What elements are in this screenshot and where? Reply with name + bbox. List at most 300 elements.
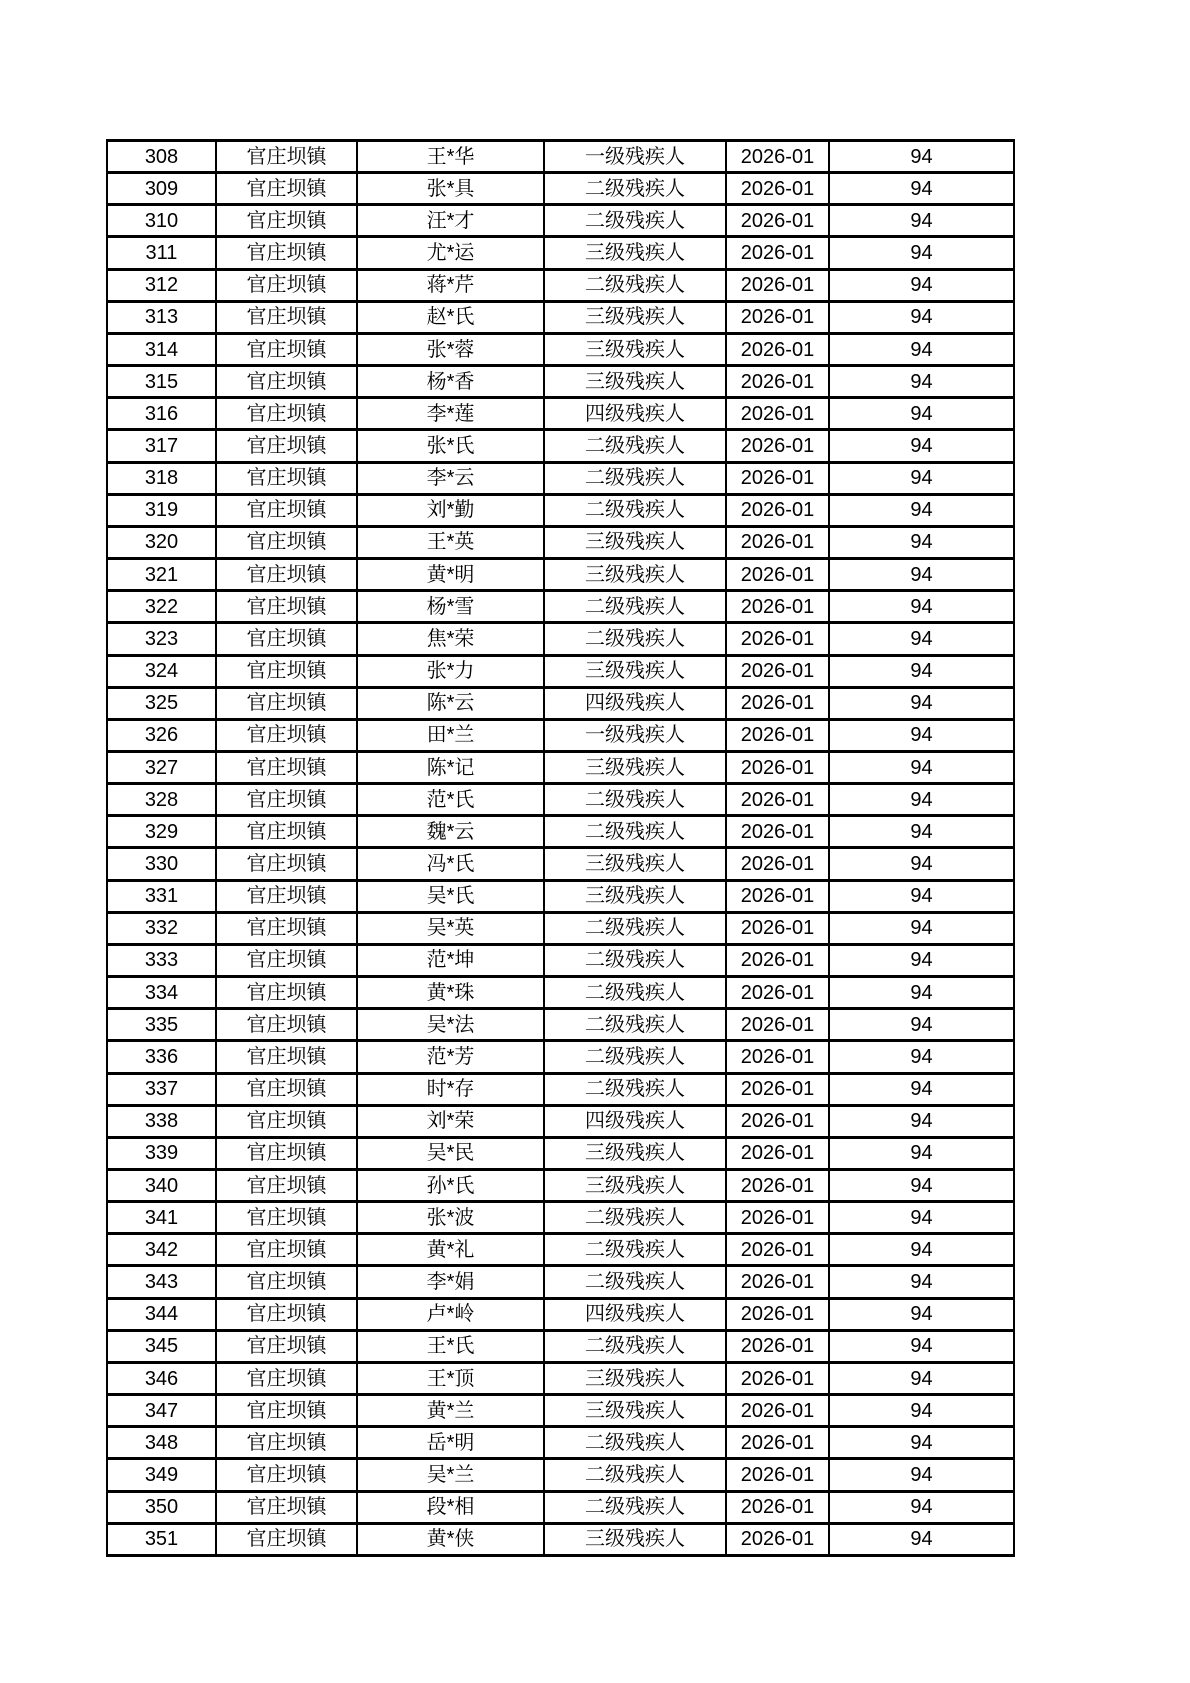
cell-serial-number: 347 <box>107 1395 216 1427</box>
table-row <box>107 141 1014 173</box>
cell-disability-level: 三级残疾人 <box>544 1137 726 1169</box>
cell-disability-level: 三级残疾人 <box>544 1362 726 1394</box>
table-row <box>107 1009 1014 1041</box>
cell-person-name: 张*氏 <box>357 430 544 462</box>
cell-month: 2026-01 <box>726 173 829 205</box>
cell-person-name: 张*波 <box>357 1202 544 1234</box>
cell-serial-number: 338 <box>107 1105 216 1137</box>
cell-serial-number: 327 <box>107 751 216 783</box>
cell-serial-number: 334 <box>107 977 216 1009</box>
cell-serial-number: 333 <box>107 944 216 976</box>
cell-month: 2026-01 <box>726 1170 829 1202</box>
cell-disability-level: 三级残疾人 <box>544 1395 726 1427</box>
cell-disability-level: 三级残疾人 <box>544 237 726 269</box>
cell-amount: 94 <box>829 141 1014 173</box>
cell-town: 官庄坝镇 <box>216 173 357 205</box>
cell-person-name: 杨*雪 <box>357 591 544 623</box>
cell-town: 官庄坝镇 <box>216 398 357 430</box>
cell-disability-level: 一级残疾人 <box>544 141 726 173</box>
table-row <box>107 1137 1014 1169</box>
cell-town: 官庄坝镇 <box>216 1137 357 1169</box>
cell-serial-number: 342 <box>107 1234 216 1266</box>
cell-amount: 94 <box>829 1234 1014 1266</box>
cell-town: 官庄坝镇 <box>216 526 357 558</box>
cell-town: 官庄坝镇 <box>216 559 357 591</box>
cell-month: 2026-01 <box>726 237 829 269</box>
cell-disability-level: 三级残疾人 <box>544 848 726 880</box>
cell-month: 2026-01 <box>726 848 829 880</box>
table-row <box>107 977 1014 1009</box>
cell-amount: 94 <box>829 655 1014 687</box>
cell-amount: 94 <box>829 1073 1014 1105</box>
table-row <box>107 526 1014 558</box>
cell-disability-level: 三级残疾人 <box>544 526 726 558</box>
cell-month: 2026-01 <box>726 1137 829 1169</box>
cell-town: 官庄坝镇 <box>216 1491 357 1523</box>
cell-town: 官庄坝镇 <box>216 655 357 687</box>
table-row <box>107 333 1014 365</box>
cell-disability-level: 三级残疾人 <box>544 366 726 398</box>
cell-person-name: 吴*氏 <box>357 880 544 912</box>
cell-person-name: 赵*氏 <box>357 301 544 333</box>
cell-amount: 94 <box>829 1266 1014 1298</box>
cell-disability-level: 二级残疾人 <box>544 1073 726 1105</box>
table-row <box>107 1491 1014 1523</box>
cell-disability-level: 四级残疾人 <box>544 1298 726 1330</box>
cell-disability-level: 二级残疾人 <box>544 1459 726 1491</box>
cell-town: 官庄坝镇 <box>216 719 357 751</box>
cell-serial-number: 311 <box>107 237 216 269</box>
cell-amount: 94 <box>829 1041 1014 1073</box>
table-row <box>107 655 1014 687</box>
cell-person-name: 刘*荣 <box>357 1105 544 1137</box>
cell-amount: 94 <box>829 719 1014 751</box>
cell-town: 官庄坝镇 <box>216 430 357 462</box>
cell-serial-number: 335 <box>107 1009 216 1041</box>
cell-town: 官庄坝镇 <box>216 1073 357 1105</box>
table-row <box>107 591 1014 623</box>
cell-month: 2026-01 <box>726 977 829 1009</box>
cell-town: 官庄坝镇 <box>216 462 357 494</box>
cell-disability-level: 三级残疾人 <box>544 333 726 365</box>
cell-disability-level: 三级残疾人 <box>544 655 726 687</box>
table-row <box>107 1362 1014 1394</box>
cell-serial-number: 319 <box>107 494 216 526</box>
cell-serial-number: 316 <box>107 398 216 430</box>
cell-amount: 94 <box>829 784 1014 816</box>
cell-town: 官庄坝镇 <box>216 687 357 719</box>
cell-disability-level: 二级残疾人 <box>544 1491 726 1523</box>
cell-person-name: 吴*民 <box>357 1137 544 1169</box>
cell-person-name: 王*华 <box>357 141 544 173</box>
table-row <box>107 494 1014 526</box>
table-row <box>107 687 1014 719</box>
cell-month: 2026-01 <box>726 944 829 976</box>
cell-serial-number: 329 <box>107 816 216 848</box>
cell-person-name: 范*氏 <box>357 784 544 816</box>
table-row <box>107 719 1014 751</box>
cell-month: 2026-01 <box>726 1105 829 1137</box>
cell-month: 2026-01 <box>726 719 829 751</box>
cell-disability-level: 一级残疾人 <box>544 719 726 751</box>
cell-person-name: 吴*兰 <box>357 1459 544 1491</box>
cell-month: 2026-01 <box>726 1362 829 1394</box>
cell-month: 2026-01 <box>726 1266 829 1298</box>
cell-month: 2026-01 <box>726 269 829 301</box>
cell-disability-level: 二级残疾人 <box>544 591 726 623</box>
cell-serial-number: 337 <box>107 1073 216 1105</box>
cell-month: 2026-01 <box>726 398 829 430</box>
cell-town: 官庄坝镇 <box>216 1395 357 1427</box>
table-row <box>107 944 1014 976</box>
cell-town: 官庄坝镇 <box>216 333 357 365</box>
cell-person-name: 黄*珠 <box>357 977 544 1009</box>
cell-serial-number: 349 <box>107 1459 216 1491</box>
cell-serial-number: 340 <box>107 1170 216 1202</box>
table-row <box>107 1041 1014 1073</box>
cell-town: 官庄坝镇 <box>216 623 357 655</box>
table-row <box>107 623 1014 655</box>
table-row <box>107 366 1014 398</box>
cell-month: 2026-01 <box>726 1491 829 1523</box>
cell-amount: 94 <box>829 1330 1014 1362</box>
cell-disability-level: 二级残疾人 <box>544 205 726 237</box>
cell-disability-level: 二级残疾人 <box>544 912 726 944</box>
cell-disability-level: 三级残疾人 <box>544 880 726 912</box>
cell-town: 官庄坝镇 <box>216 1041 357 1073</box>
cell-amount: 94 <box>829 430 1014 462</box>
cell-serial-number: 351 <box>107 1523 216 1555</box>
table-row <box>107 269 1014 301</box>
cell-person-name: 吴*法 <box>357 1009 544 1041</box>
cell-month: 2026-01 <box>726 880 829 912</box>
cell-amount: 94 <box>829 1395 1014 1427</box>
cell-amount: 94 <box>829 1491 1014 1523</box>
cell-serial-number: 312 <box>107 269 216 301</box>
cell-month: 2026-01 <box>726 462 829 494</box>
cell-amount: 94 <box>829 1427 1014 1459</box>
cell-person-name: 蒋*芹 <box>357 269 544 301</box>
cell-person-name: 范*芳 <box>357 1041 544 1073</box>
cell-month: 2026-01 <box>726 591 829 623</box>
cell-person-name: 王*英 <box>357 526 544 558</box>
table-row <box>107 398 1014 430</box>
cell-month: 2026-01 <box>726 1009 829 1041</box>
cell-town: 官庄坝镇 <box>216 494 357 526</box>
table-row <box>107 559 1014 591</box>
table-row <box>107 848 1014 880</box>
table-row <box>107 880 1014 912</box>
cell-serial-number: 336 <box>107 1041 216 1073</box>
cell-amount: 94 <box>829 816 1014 848</box>
cell-person-name: 陈*云 <box>357 687 544 719</box>
cell-month: 2026-01 <box>726 1459 829 1491</box>
cell-month: 2026-01 <box>726 1330 829 1362</box>
table-row <box>107 751 1014 783</box>
cell-serial-number: 324 <box>107 655 216 687</box>
cell-town: 官庄坝镇 <box>216 1234 357 1266</box>
table-row <box>107 1105 1014 1137</box>
cell-person-name: 范*坤 <box>357 944 544 976</box>
table-row <box>107 1395 1014 1427</box>
cell-person-name: 李*娟 <box>357 1266 544 1298</box>
cell-disability-level: 四级残疾人 <box>544 398 726 430</box>
cell-person-name: 焦*荣 <box>357 623 544 655</box>
cell-amount: 94 <box>829 880 1014 912</box>
cell-month: 2026-01 <box>726 655 829 687</box>
cell-disability-level: 二级残疾人 <box>544 1041 726 1073</box>
table-row <box>107 237 1014 269</box>
table-row <box>107 1234 1014 1266</box>
cell-serial-number: 322 <box>107 591 216 623</box>
cell-person-name: 王*顶 <box>357 1362 544 1394</box>
cell-serial-number: 348 <box>107 1427 216 1459</box>
cell-amount: 94 <box>829 237 1014 269</box>
cell-disability-level: 二级残疾人 <box>544 784 726 816</box>
cell-disability-level: 三级残疾人 <box>544 751 726 783</box>
cell-month: 2026-01 <box>726 301 829 333</box>
cell-serial-number: 308 <box>107 141 216 173</box>
cell-person-name: 黄*明 <box>357 559 544 591</box>
table-row <box>107 173 1014 205</box>
cell-month: 2026-01 <box>726 751 829 783</box>
cell-month: 2026-01 <box>726 1395 829 1427</box>
cell-month: 2026-01 <box>726 1041 829 1073</box>
cell-town: 官庄坝镇 <box>216 1362 357 1394</box>
cell-disability-level: 二级残疾人 <box>544 173 726 205</box>
cell-disability-level: 二级残疾人 <box>544 1202 726 1234</box>
cell-serial-number: 328 <box>107 784 216 816</box>
cell-disability-level: 四级残疾人 <box>544 687 726 719</box>
cell-person-name: 田*兰 <box>357 719 544 751</box>
cell-town: 官庄坝镇 <box>216 1330 357 1362</box>
cell-person-name: 陈*记 <box>357 751 544 783</box>
cell-month: 2026-01 <box>726 623 829 655</box>
cell-amount: 94 <box>829 1523 1014 1555</box>
cell-amount: 94 <box>829 526 1014 558</box>
cell-amount: 94 <box>829 687 1014 719</box>
cell-town: 官庄坝镇 <box>216 912 357 944</box>
cell-month: 2026-01 <box>726 559 829 591</box>
cell-town: 官庄坝镇 <box>216 1298 357 1330</box>
cell-month: 2026-01 <box>726 430 829 462</box>
cell-serial-number: 344 <box>107 1298 216 1330</box>
cell-amount: 94 <box>829 301 1014 333</box>
cell-town: 官庄坝镇 <box>216 1523 357 1555</box>
cell-person-name: 时*存 <box>357 1073 544 1105</box>
cell-disability-level: 二级残疾人 <box>544 1234 726 1266</box>
cell-person-name: 黄*侠 <box>357 1523 544 1555</box>
cell-town: 官庄坝镇 <box>216 848 357 880</box>
cell-amount: 94 <box>829 1170 1014 1202</box>
cell-serial-number: 309 <box>107 173 216 205</box>
cell-person-name: 李*莲 <box>357 398 544 430</box>
cell-person-name: 岳*明 <box>357 1427 544 1459</box>
cell-month: 2026-01 <box>726 526 829 558</box>
table-row <box>107 1170 1014 1202</box>
cell-disability-level: 三级残疾人 <box>544 301 726 333</box>
cell-serial-number: 315 <box>107 366 216 398</box>
cell-amount: 94 <box>829 205 1014 237</box>
cell-month: 2026-01 <box>726 687 829 719</box>
cell-serial-number: 320 <box>107 526 216 558</box>
table-row <box>107 462 1014 494</box>
table-row <box>107 784 1014 816</box>
cell-town: 官庄坝镇 <box>216 1459 357 1491</box>
cell-person-name: 尤*运 <box>357 237 544 269</box>
cell-person-name: 刘*勤 <box>357 494 544 526</box>
cell-person-name: 汪*才 <box>357 205 544 237</box>
cell-town: 官庄坝镇 <box>216 1202 357 1234</box>
cell-month: 2026-01 <box>726 205 829 237</box>
cell-serial-number: 321 <box>107 559 216 591</box>
table-row <box>107 1266 1014 1298</box>
cell-month: 2026-01 <box>726 1073 829 1105</box>
cell-person-name: 黄*礼 <box>357 1234 544 1266</box>
cell-disability-level: 二级残疾人 <box>544 1009 726 1041</box>
cell-serial-number: 314 <box>107 333 216 365</box>
cell-amount: 94 <box>829 462 1014 494</box>
subsidy-roster-table <box>106 139 1015 1557</box>
cell-town: 官庄坝镇 <box>216 301 357 333</box>
table-row <box>107 1298 1014 1330</box>
cell-serial-number: 350 <box>107 1491 216 1523</box>
cell-amount: 94 <box>829 559 1014 591</box>
table-row <box>107 1427 1014 1459</box>
cell-amount: 94 <box>829 1009 1014 1041</box>
cell-serial-number: 323 <box>107 623 216 655</box>
cell-town: 官庄坝镇 <box>216 977 357 1009</box>
cell-month: 2026-01 <box>726 333 829 365</box>
table-row <box>107 1073 1014 1105</box>
cell-person-name: 张*蓉 <box>357 333 544 365</box>
cell-town: 官庄坝镇 <box>216 205 357 237</box>
cell-amount: 94 <box>829 623 1014 655</box>
cell-serial-number: 331 <box>107 880 216 912</box>
cell-amount: 94 <box>829 173 1014 205</box>
cell-amount: 94 <box>829 912 1014 944</box>
cell-serial-number: 318 <box>107 462 216 494</box>
cell-town: 官庄坝镇 <box>216 944 357 976</box>
cell-amount: 94 <box>829 1298 1014 1330</box>
cell-amount: 94 <box>829 333 1014 365</box>
cell-month: 2026-01 <box>726 816 829 848</box>
cell-month: 2026-01 <box>726 1523 829 1555</box>
cell-amount: 94 <box>829 944 1014 976</box>
cell-person-name: 张*力 <box>357 655 544 687</box>
cell-person-name: 魏*云 <box>357 816 544 848</box>
cell-town: 官庄坝镇 <box>216 1105 357 1137</box>
cell-amount: 94 <box>829 269 1014 301</box>
cell-town: 官庄坝镇 <box>216 237 357 269</box>
cell-amount: 94 <box>829 848 1014 880</box>
cell-person-name: 王*氏 <box>357 1330 544 1362</box>
cell-disability-level: 三级残疾人 <box>544 1170 726 1202</box>
cell-month: 2026-01 <box>726 784 829 816</box>
cell-month: 2026-01 <box>726 1298 829 1330</box>
cell-person-name: 孙*氏 <box>357 1170 544 1202</box>
table-row <box>107 1202 1014 1234</box>
cell-amount: 94 <box>829 751 1014 783</box>
cell-serial-number: 330 <box>107 848 216 880</box>
cell-month: 2026-01 <box>726 366 829 398</box>
cell-town: 官庄坝镇 <box>216 1009 357 1041</box>
cell-serial-number: 345 <box>107 1330 216 1362</box>
cell-person-name: 冯*氏 <box>357 848 544 880</box>
cell-serial-number: 332 <box>107 912 216 944</box>
cell-month: 2026-01 <box>726 1234 829 1266</box>
table-row <box>107 205 1014 237</box>
cell-amount: 94 <box>829 494 1014 526</box>
table-row <box>107 430 1014 462</box>
cell-serial-number: 326 <box>107 719 216 751</box>
cell-disability-level: 二级残疾人 <box>544 269 726 301</box>
cell-disability-level: 二级残疾人 <box>544 944 726 976</box>
table-row <box>107 1523 1014 1555</box>
table-row <box>107 301 1014 333</box>
cell-disability-level: 二级残疾人 <box>544 623 726 655</box>
cell-amount: 94 <box>829 398 1014 430</box>
cell-person-name: 杨*香 <box>357 366 544 398</box>
cell-amount: 94 <box>829 1459 1014 1491</box>
cell-town: 官庄坝镇 <box>216 816 357 848</box>
cell-disability-level: 三级残疾人 <box>544 1523 726 1555</box>
cell-town: 官庄坝镇 <box>216 1170 357 1202</box>
cell-serial-number: 346 <box>107 1362 216 1394</box>
cell-person-name: 卢*岭 <box>357 1298 544 1330</box>
table-row <box>107 816 1014 848</box>
cell-disability-level: 二级残疾人 <box>544 462 726 494</box>
cell-disability-level: 二级残疾人 <box>544 430 726 462</box>
cell-town: 官庄坝镇 <box>216 1427 357 1459</box>
cell-month: 2026-01 <box>726 141 829 173</box>
cell-town: 官庄坝镇 <box>216 880 357 912</box>
cell-town: 官庄坝镇 <box>216 784 357 816</box>
cell-town: 官庄坝镇 <box>216 751 357 783</box>
cell-disability-level: 二级残疾人 <box>544 1266 726 1298</box>
cell-amount: 94 <box>829 591 1014 623</box>
table-row <box>107 1459 1014 1491</box>
cell-serial-number: 343 <box>107 1266 216 1298</box>
cell-town: 官庄坝镇 <box>216 366 357 398</box>
cell-month: 2026-01 <box>726 912 829 944</box>
cell-serial-number: 339 <box>107 1137 216 1169</box>
cell-disability-level: 二级残疾人 <box>544 977 726 1009</box>
cell-town: 官庄坝镇 <box>216 591 357 623</box>
cell-person-name: 段*相 <box>357 1491 544 1523</box>
cell-person-name: 李*云 <box>357 462 544 494</box>
cell-disability-level: 二级残疾人 <box>544 494 726 526</box>
cell-town: 官庄坝镇 <box>216 1266 357 1298</box>
cell-amount: 94 <box>829 1105 1014 1137</box>
cell-amount: 94 <box>829 1362 1014 1394</box>
cell-town: 官庄坝镇 <box>216 269 357 301</box>
cell-month: 2026-01 <box>726 1427 829 1459</box>
cell-person-name: 吴*英 <box>357 912 544 944</box>
table-body <box>107 141 1014 1556</box>
table-row <box>107 912 1014 944</box>
cell-serial-number: 341 <box>107 1202 216 1234</box>
table-row <box>107 1330 1014 1362</box>
cell-person-name: 张*具 <box>357 173 544 205</box>
cell-serial-number: 325 <box>107 687 216 719</box>
cell-town: 官庄坝镇 <box>216 141 357 173</box>
cell-amount: 94 <box>829 1137 1014 1169</box>
cell-person-name: 黄*兰 <box>357 1395 544 1427</box>
cell-disability-level: 三级残疾人 <box>544 559 726 591</box>
cell-amount: 94 <box>829 977 1014 1009</box>
cell-month: 2026-01 <box>726 1202 829 1234</box>
